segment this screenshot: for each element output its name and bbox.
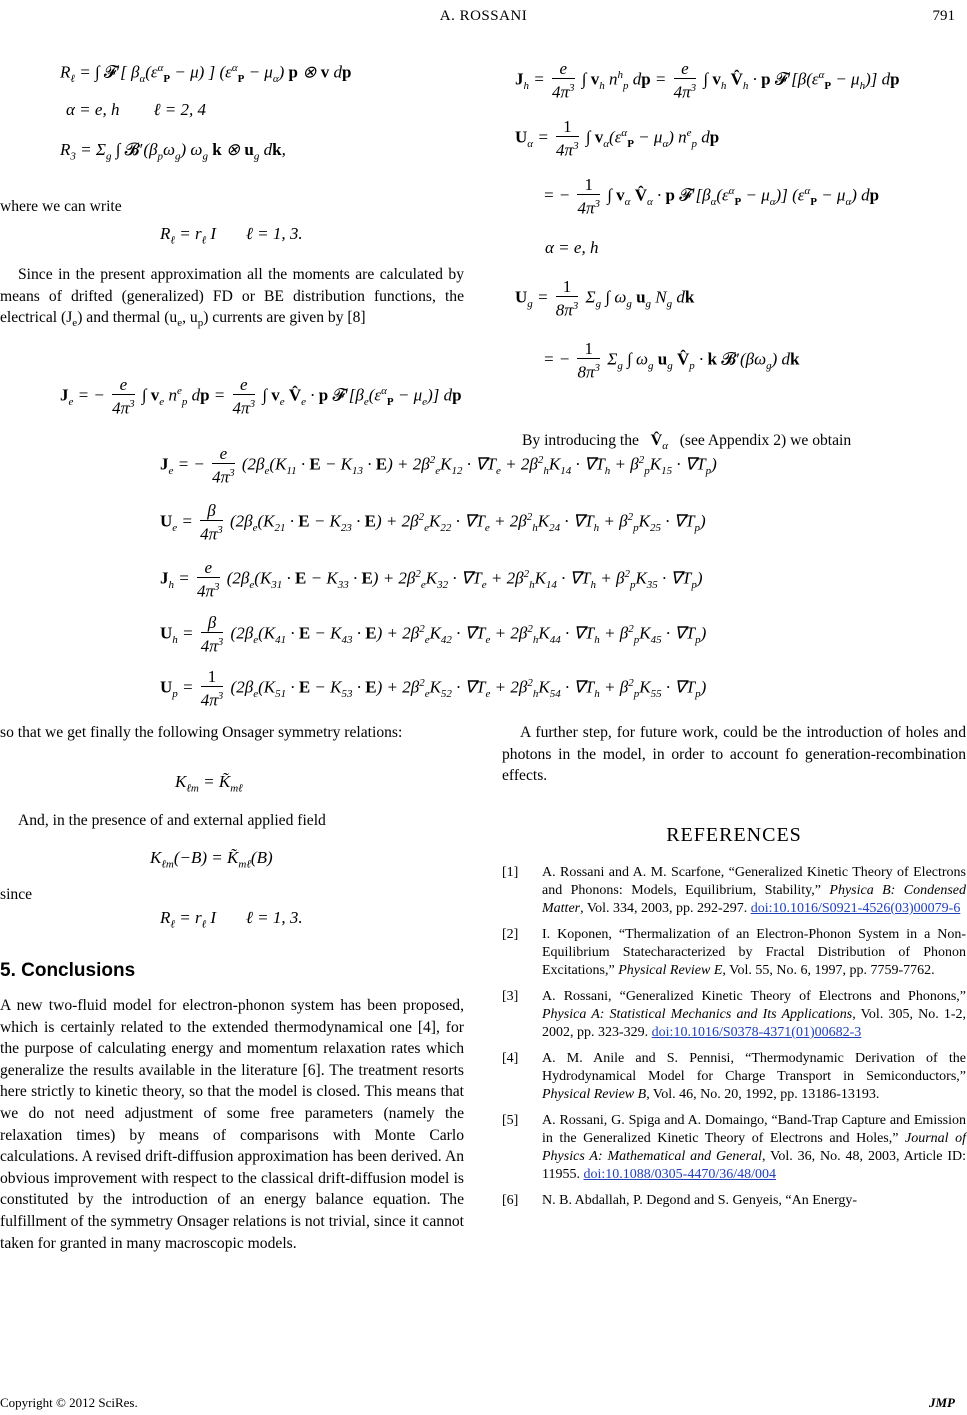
text-onsager: so that we get finally the following Onsager symmetry relations:: [0, 724, 403, 741]
doi-link[interactable]: doi:10.1016/S0378-4371(01)00682-3: [651, 1025, 862, 1040]
equation-alpha-eh: α = e, h: [545, 238, 599, 257]
reference-item: [1] A. Rossani and A. M. Scarfone, “Generalized Kinetic Theory of Electrons and Phonons: Models, Equilibrium, Stability,” Physica B: Condensed Matter, Vol. 334, 2003, pp. 292-297. doi:10.1016/S0921-4526(03)00079-6: [502, 865, 966, 916]
equation-onsager-K: $K_{\ell m}$ = $K̃_{m\ell}$: [175, 772, 243, 795]
journal-abbrev: JMP: [929, 1395, 955, 1410]
equation-Ug-2: = − $\frac{1}{8\pi^3}$ $\Sigma_g$ ∫ $\omega_g$ $u_g$ $V̂_p \cdot k$ $𝓑'(\beta\omega_g)$ dk: [543, 339, 800, 382]
equation-Ug: $U_g$ = $\frac{1}{8\pi^3}$ $\Sigma_g$ ∫ $\omega_g$ $u_g$ $N_g$ dk: [515, 277, 695, 320]
equation-Ue-full: $U_e$ = $\frac{\beta}{4\pi^3}$ $(2\beta_e(K_{21} \cdot E - K_{23} \cdot E) + 2\beta^2_eK_{22} \cdot \nabla T_e + 2\beta^2_hK_{24} \cdot \nabla T_h + \beta^2_pK_{25} \cdot \nabla T_p)$: [160, 501, 706, 544]
equation-Je: $J_e$ = − $\frac{e}{4\pi^3}$ ∫ $v_e$ $n^e_p$ dp = $\frac{e}{4\pi^3}$ ∫ $v_e$ $V̂_e \cdot p$ $𝓕'[\beta_e(\varepsilon^\alpha_P - \mu_e)]$ dp: [60, 375, 462, 418]
reference-item: [2] I. Koponen, “Thermalization of an Electron-Phonon System in a Non-Equilibrium Statecharacterized by Fractal Distribution of Phonon Excitations,” Physical Review E, Vol. 55, No. 6, 1997, pp. 7759-7762.: [502, 927, 966, 978]
page-header: [0, 6, 967, 30]
text-since: since: [0, 886, 33, 903]
equation-U-alpha: $U_\alpha$ = $\frac{1}{4\pi^3}$ ∫ $v_\alpha(\varepsilon^\alpha_P - \mu_\alpha)$ $n^e_p$ dp: [515, 117, 720, 160]
running-author: A. ROSSANI: [439, 8, 528, 24]
equation-onsager-field: $K_{\ell m}(-B)$ = $K̃_{m\ell}(B)$: [150, 848, 273, 871]
equation-R-ell: $R_\ell$ = ∫ 𝓕′[ $\beta_\alpha(\varepsilon^\alpha_P - \mu)$ ] $(\varepsilon^\alpha_P - \mu_\alpha)$ p ⊗ v dp: [60, 62, 352, 86]
doi-link[interactable]: doi:10.1016/S0921-4526(03)00079-6: [750, 901, 961, 916]
equation-U-alpha-2: = − $\frac{1}{4\pi^3}$ ∫ $v_\alpha$ $V̂_\alpha \cdot p$ $𝓕'[\beta_\alpha(\varepsilon^\alpha_P - \mu_\alpha)] (\varepsilon^\alpha_P - \mu_\alpha)$ dp: [543, 175, 880, 218]
equation-Jh: $J_h$ = $\frac{e}{4\pi^3}$ ∫ $v_h$ $n^h_p$ dp = $\frac{e}{4\pi^3}$ ∫ $v_h$ $V̂_h \cdot p$ $𝓕'[\beta(\varepsilon^\alpha_P - \mu_h)]$ dp: [515, 59, 900, 102]
text-further-step: A further step, for future work, could be the introduction of holes and photons in the model, in order to account fo generation-recombination effects.: [502, 724, 966, 785]
equation-alpha-ell: α = e, h ℓ = 2, 4: [66, 100, 206, 119]
equation-R-rI: $R_\ell = r_\ell$ I ℓ = 1, 3.: [160, 224, 303, 247]
reference-item: [6] N. B. Abdallah, P. Degond and S. Genyeis, “An Energy-: [502, 1193, 858, 1208]
equation-Up-full: $U_p$ = $\frac{1}{4\pi^3}$ $(2\beta_e(K_{51} \cdot E - K_{53} \cdot E) + 2\beta^2_eK_{52} \cdot \nabla T_e + 2\beta^2_hK_{54} \cdot \nabla T_h + \beta^2_pK_{55} \cdot \nabla T_p)$: [160, 667, 707, 710]
equation-Je-full: $J_e$ = − $\frac{e}{4\pi^3}$ $(2\beta_e(K_{11} \cdot E - K_{13} \cdot E) + 2\beta^2_eK_{12} \cdot \nabla T_e + 2\beta^2_hK_{14} \cdot \nabla T_h + \beta^2_pK_{15} \cdot \nabla T_p)$: [160, 444, 717, 487]
reference-item: [5] A. Rossani, G. Spiga and A. Domaingo, “Band-Trap Capture and Emission in the Generalized Kinetic Theory of Electrons and Holes,” Journal of Physics A: Mathematical and General, Vol. 36, No. 48, 2003, Article ID: 11955. doi:10.1088/0305-4470/36/48/004: [502, 1113, 966, 1182]
page-footer: [0, 1393, 967, 1413]
references-list: [502, 864, 966, 1218]
text-where: where we can write: [0, 198, 122, 215]
reference-item: [4] A. M. Anile and S. Pennisi, “Thermodynamic Derivation of the Hydrodynamical Model for Charge Transport in Semiconductors,” Physical Review B, Vol. 46, No. 20, 1992, pp. 13186-13193.: [502, 1051, 966, 1102]
text-approximation: Since in the present approximation all the moments are calculated by means of drifted (generalized) FD or BE distribution functions, the electrical $(J_e)$ and thermal ($u_e$, $u_p$) currents are given by [8]: [0, 266, 464, 330]
equation-R3: $R_3 = \Sigma_g$ ∫ $𝓑'(\beta_p\omega_g)$ $\omega_g$ k ⊗ $u_g$ dk,: [60, 140, 286, 163]
references-heading: REFERENCES: [666, 824, 802, 846]
equation-Jh-full: $J_h$ = $\frac{e}{4\pi^3}$ $(2\beta_e(K_{31} \cdot E - K_{33} \cdot E) + 2\beta^2_eK_{32} \cdot \nabla T_e + 2\beta^2_hK_{14} \cdot \nabla T_h + \beta^2_pK_{35} \cdot \nabla T_p)$: [160, 558, 703, 601]
reference-item: [3] A. Rossani, “Generalized Kinetic Theory of Electrons and Phonons,” Physica A: Statistical Mechanics and Its Applications, Vol. 305, No. 1-2, 2002, pp. 323-329. doi:10.1016/S0378-4371(01)00682-3: [502, 989, 966, 1040]
equation-R-rI-2: $R_\ell = r_\ell$ I ℓ = 1, 3.: [160, 908, 303, 931]
copyright-notice: Copyright © 2012 SciRes.: [0, 1395, 138, 1410]
section-heading-conclusions: 5. Conclusions: [0, 960, 136, 981]
text-introducing-V: By introducing the $V̂_\alpha$ (see Appendix 2) we obtain: [522, 432, 852, 453]
text-external-field: And, in the presence of and external applied field: [18, 812, 326, 829]
equation-Uh-full: $U_h$ = $\frac{\beta}{4\pi^3}$ $(2\beta_e(K_{41} \cdot E - K_{43} \cdot E) + 2\beta^2_eK_{42} \cdot \nabla T_e + 2\beta^2_hK_{44} \cdot \nabla T_h + \beta^2_pK_{45} \cdot \nabla T_p)$: [160, 613, 707, 656]
doi-link[interactable]: doi:10.1088/0305-4470/36/48/004: [583, 1167, 776, 1182]
page-number: 791: [932, 8, 955, 24]
conclusions-paragraph: A new two-fluid model for electron-phonon system has been proposed, which is certainly related to the extended thermodynamical one [4], for the purpose of calculating energy and momentum relaxation rates which generalize the results available in the literature [6]. The treatment resorts here strictly to kinetic theory, so that the model is closed. This means that we do not need adjustment of some free parameters (namely the relaxation times) by means of comparisons with Monte Carlo calculations. A revised drift-diffusion approximation has been derived. An obvious improvement with respect to the classical drift-diffusion model is constituted by the introduction of an energy balance equation. The fulfillment of the symmetry Onsager relations is not trivial, since it cannot taken for granted in many macroscopic models.: [0, 997, 464, 1252]
